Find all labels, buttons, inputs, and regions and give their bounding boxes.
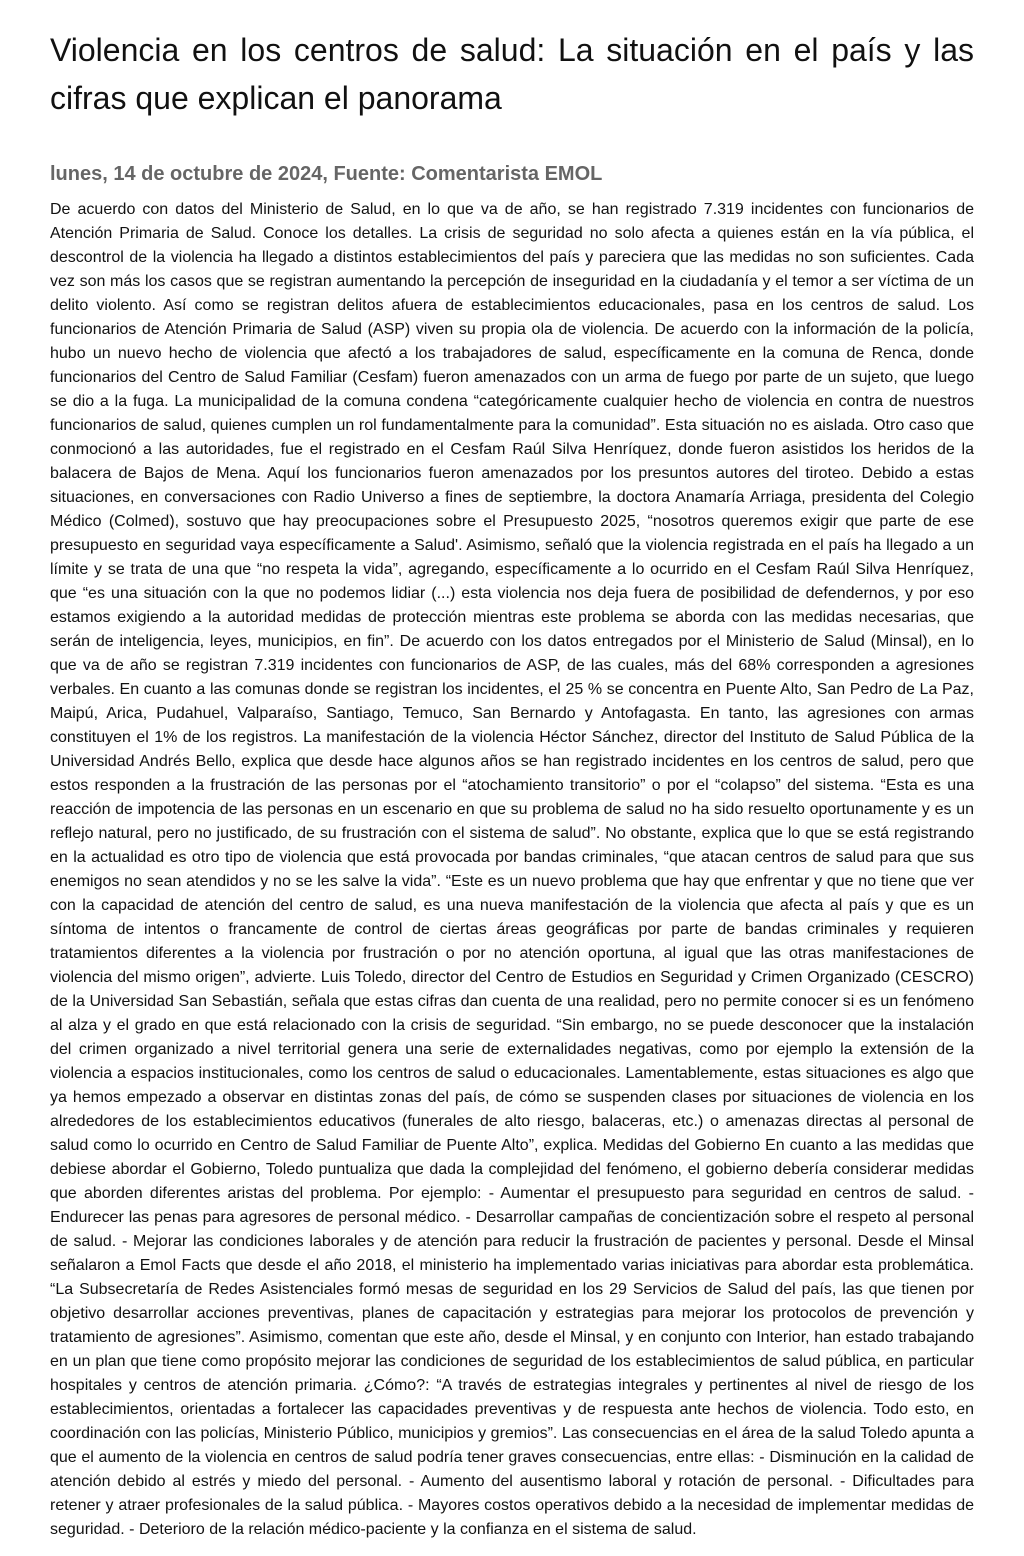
article-meta: lunes, 14 de octubre de 2024, Fuente: Comentarista EMOL: [50, 163, 603, 185]
article-body: De acuerdo con datos del Ministerio de Salud, en lo que va de año, se han registrado 7.319 incidentes con funcionarios de Atención Primaria de Salud. Conoce los detalles. La crisis de seguridad no solo afecta a quienes están en la vía pública, el descontrol de la violencia ha llegado a distintos establecimientos del país y pareciera que las medidas no son suficientes. Cada vez son más los casos que se registran aumentando la percepción de inseguridad en la ciudadanía y el temor a ser víctima de un delito violento. Así como se registran delitos afuera de establecimientos educacionales, pasa en los centros de salud. Los funcionarios de Atención Primaria de Salud (ASP) viven su propia ola de violencia. De acuerdo con la información de la policía, hubo un nuevo hecho de violencia que afectó a los trabajadores de salud, específicamente en la comuna de Renca, donde funcionarios del Centro de Salud Familiar (Cesfam) fueron amenazados con un arma de fuego por parte de un sujeto, que luego se dio a la fuga. La municipalidad de la comuna condena “categóricamente cualquier hecho de violencia en contra de nuestros funcionarios de salud, quienes cumplen un rol fundamentalmente para la comunidad”. Esta situación no es aislada. Otro caso que conmocionó a las autoridades, fue el registrado en el Cesfam Raúl Silva Henríquez, donde fueron asistidos los heridos de la balacera de Bajos de Mena. Aquí los funcionarios fueron amenazados por los presuntos autores del tiroteo. Debido a estas situaciones, en conversaciones con Radio Universo a fines de septiembre, la doctora Anamaría Arriaga, presidenta del Colegio Médico (Colmed), sostuvo que hay preocupaciones sobre el Presupuesto 2025, “nosotros queremos exigir que parte de ese presupuesto en seguridad vaya específicamente a Salud'. Asimismo, señaló que la violencia registrada en el país ha llegado a un límite y se trata de una que “no respeta la vida”, agregando, específicamente a lo ocurrido en el Cesfam Raúl Silva Henríquez, que “es una situación con la que no podemos lidiar (...) esta violencia nos deja fuera de posibilidad de defendernos, y por eso estamos exigiendo a la autoridad medidas de protección mientras este problema se aborda con las medidas necesarias, que serán de inteligencia, leyes, municipios, en fin”. De acuerdo con los datos entregados por el Ministerio de Salud (Minsal), en lo que va de año se registran 7.319 incidentes con funcionarios de ASP, de las cuales, más del 68% corresponden a agresiones verbales. En cuanto a las comunas donde se registran los incidentes, el 25 % se concentra en Puente Alto, San Pedro de La Paz, Maipú, Arica, Pudahuel, Valparaíso, Santiago, Temuco, San Bernardo y Antofagasta. En tanto, las agresiones con armas constituyen el 1% de los registros. La manifestación de la violencia Héctor Sánchez, director del Instituto de Salud Pública de la Universidad Andrés Bello, explica que desde hace algunos años se han registrado incidentes en los centros de salud, pero que estos responden a la frustración de las personas por el “atochamiento transitorio” o por el “colapso” del sistema. “Esta es una reacción de impotencia de las personas en un escenario en que su problema de salud no ha sido resuelto oportunamente y es un reflejo natural, pero no justificado, de su frustración con el sistema de salud”. No obstante, explica que lo que se está registrando en la actualidad es otro tipo de violencia que está provocada por bandas criminales, “que atacan centros de salud para que sus enemigos no sean atendidos y no se les salve la vida”. “Este es un nuevo problema que hay que enfrentar y que no tiene que ver con la capacidad de atención del centro de salud, es una nueva manifestación de la violencia que afecta al país y que es un síntoma de intentos o francamente de control de ciertas áreas geográficas por parte de bandas criminales y requieren tratamientos diferentes a la violencia por frustración o por no atención oportuna, al igual que las otras manifestaciones de violencia del mismo origen”, advierte. Luis Toledo, director del Centro de Estudios en Seguridad y Crimen Organizado (CESCRO) de la Universidad San Sebastián, señala que estas cifras dan cuenta de una realidad, pero no permite conocer si es un fenómeno al alza y el grado en que está relacionado con la crisis de seguridad. “Sin embargo, no se puede desconocer que la instalación del crimen organizado a nivel territorial genera una serie de externalidades negativas, como por ejemplo la extensión de la violencia a espacios institucionales, como los centros de salud o educacionales. Lamentablemente, estas situaciones es algo que ya hemos empezado a observar en distintas zonas del país, de cómo se suspenden clases por situaciones de violencia en los alrededores de los establecimientos educativos (funerales de alto riesgo, balaceras, etc.) o amenazas directas al personal de salud como lo ocurrido en Centro de Salud Familiar de Puente Alto”, explica. Medidas del Gobierno En cuanto a las medidas que debiese abordar el Gobierno, Toledo puntualiza que dada la complejidad del fenómeno, el gobierno debería considerar medidas que aborden diferentes aristas del problema. Por ejemplo: - Aumentar el presupuesto para seguridad en centros de salud. - Endurecer las penas para agresores de personal médico. - Desarrollar campañas de concientización sobre el respeto al personal de salud. - Mejorar las condiciones laborales y de atención para reducir la frustración de pacientes y personal. Desde el Minsal señalaron a Emol Facts que desde el año 2018, el ministerio ha implementado varias iniciativas para abordar esta problemática. “La Subsecretaría de Redes Asistenciales formó mesas de seguridad en los 29 Servicios de Salud del país, las que tienen por objetivo desarrollar acciones preventivas, planes de capacitación y estrategias para mejorar los protocolos de prevención y tratamiento de agresiones”. Asimismo, comentan que este año, desde el Minsal, y en conjunto con Interior, han estado trabajando en un plan que tiene como propósito mejorar las condiciones de seguridad de los establecimientos de salud pública, en particular hospitales y centros de atención primaria. ¿Cómo?: “A través de estrategias integrales y pertinentes al nivel de riesgo de los establecimientos, orientadas a fortalecer las capacidades preventivas y de respuesta ante hechos de violencia. Todo esto, en coordinación con las policías, Ministerio Público, municipios y gremios”. Las consecuencias en el área de la salud Toledo apunta a que el aumento de la violencia en centros de salud podría tener graves consecuencias, entre ellas: - Disminución en la calidad de atención debido al estrés y miedo del personal. - Aumento del ausentismo laboral y rotación de personal. - Dificultades para retener y atraer profesionales de la salud pública. - Mayores costos operativos debido a la necesidad de implementar medidas de seguridad. - Deterioro de la relación médico-paciente y la confianza en el sistema de salud.: [50, 201, 974, 1538]
article-container: [50, 0, 974, 1542]
article-title: Violencia en los centros de salud: La situación en el país y las cifras que explican el panorama: [50, 32, 974, 116]
